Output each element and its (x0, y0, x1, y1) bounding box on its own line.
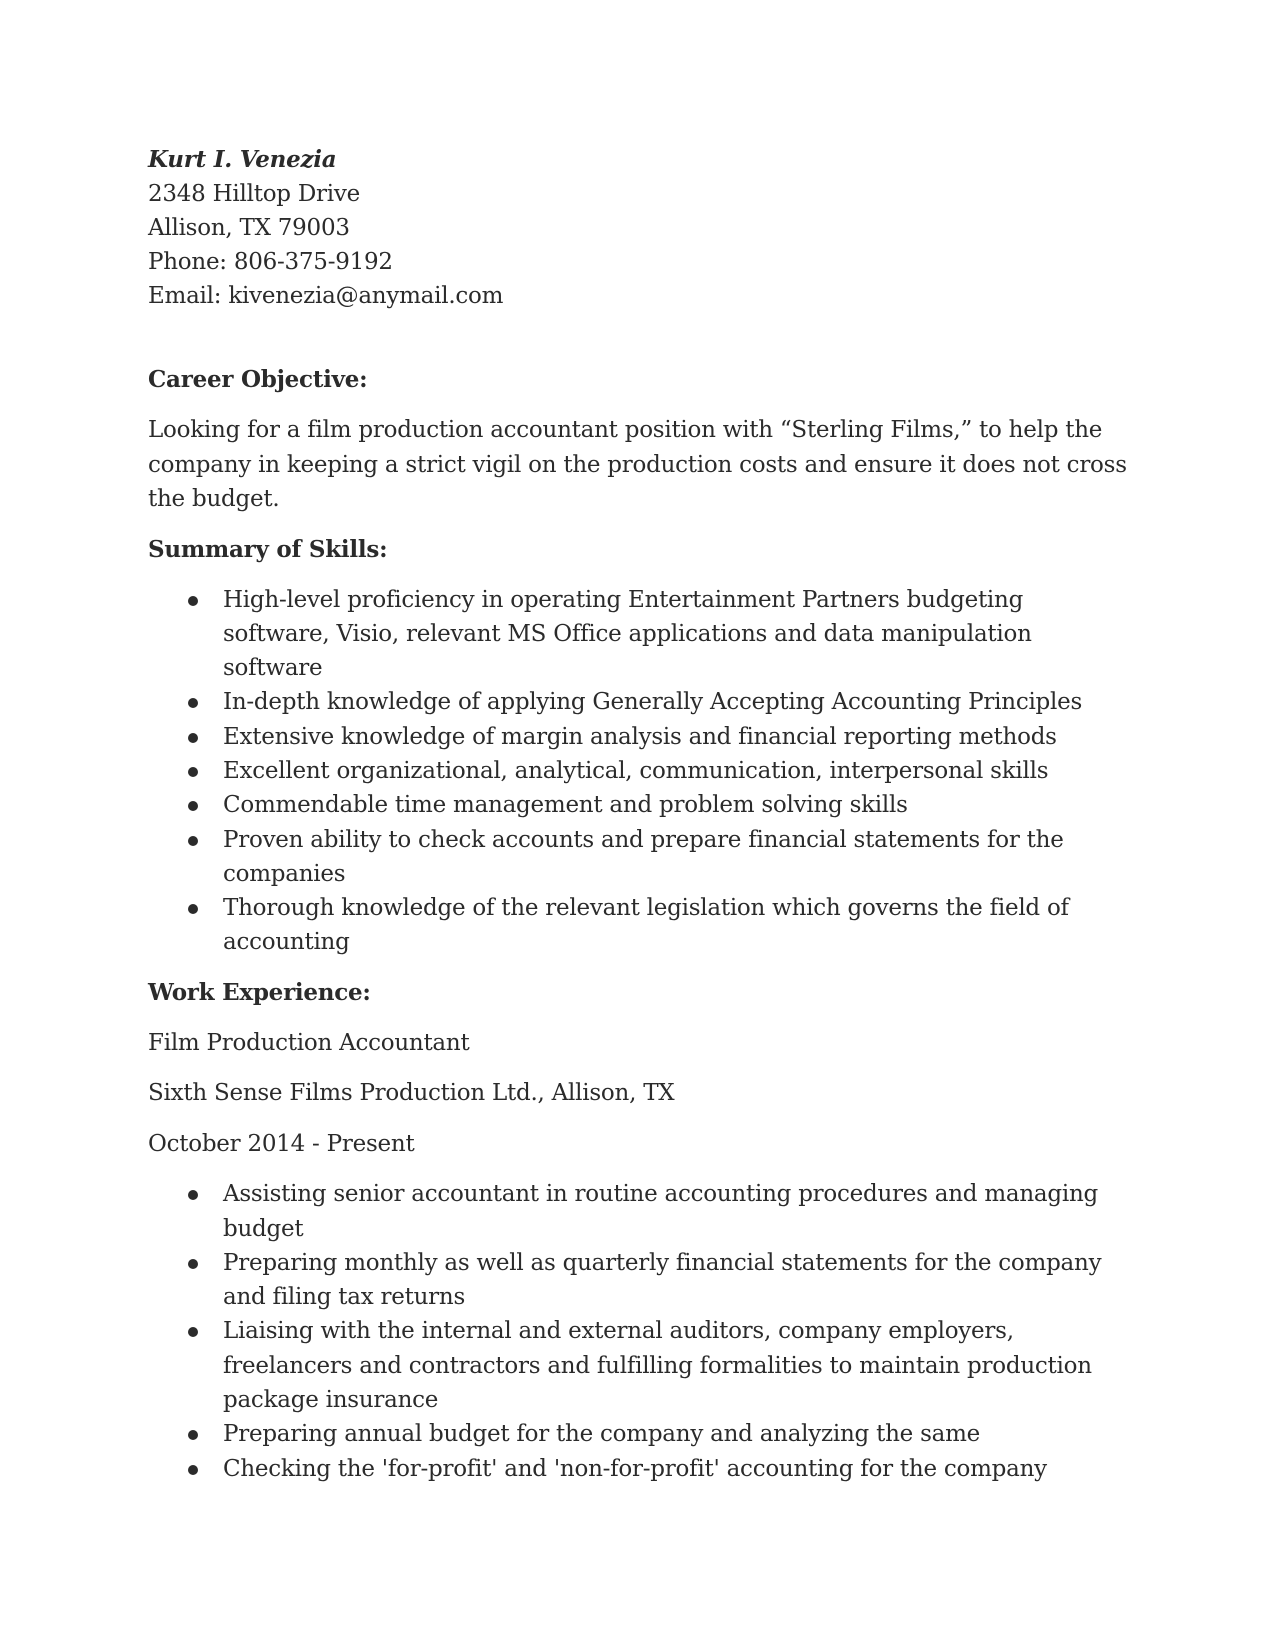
list-item-text: Excellent organizational, analytical, communication, interpersonal skills (223, 757, 1049, 784)
work-experience-heading: Work Experience: (148, 978, 371, 1006)
bullet-icon (188, 1327, 198, 1337)
career-objective-text: Looking for a film production accountant position with “Sterling Films,” to help the company in keeping a strict vigil on the production costs and ensure it does not cross the budget. (148, 417, 1127, 512)
applicant-name: Kurt I. Venezia (148, 146, 337, 173)
list-item-text: Assisting senior accountant in routine accounting procedures and managing budget (223, 1181, 1098, 1242)
list-item (148, 720, 1128, 754)
list-item-text: High-level proficiency in operating Entertainment Partners budgeting software, Visio, relevant MS Office applications and data manipulation software (223, 586, 1032, 682)
city-line: Allison, TX 79003 (148, 215, 350, 241)
list-item (148, 1314, 1128, 1417)
employment-dates: October 2014 - Present (148, 1130, 415, 1157)
bullet-icon (188, 836, 198, 846)
duties-list (148, 1177, 1128, 1486)
list-item-text: Commendable time management and problem solving skills (223, 792, 908, 819)
list-item-text: Liaising with the internal and external auditors, company employers, freelancers and contractors and fulfilling formalities to maintain production package insurance (223, 1318, 1092, 1414)
email-line: Email: kivenezia@anymail.com (148, 283, 504, 309)
company-name: Sixth Sense Films Production Ltd., Allison, TX (148, 1080, 675, 1107)
list-item (148, 583, 1128, 686)
bullet-icon (188, 767, 198, 777)
list-item (148, 788, 1128, 822)
list-item-text: In-depth knowledge of applying Generally Accepting Accounting Principles (223, 689, 1083, 716)
bullet-icon (188, 1465, 198, 1475)
list-item (148, 754, 1128, 788)
list-item (148, 891, 1128, 960)
contact-block (148, 143, 1128, 313)
list-item-text: Preparing monthly as well as quarterly financial statements for the company and filing tax returns (223, 1249, 1102, 1311)
list-item-text: Checking the 'for-profit' and 'non-for-profit' accounting for the company (223, 1455, 1047, 1482)
list-item-text: Proven ability to check accounts and prepare financial statements for the companies (223, 826, 1064, 887)
resume-page (148, 143, 1128, 1486)
list-item-text: Extensive knowledge of margin analysis and financial reporting methods (223, 723, 1057, 750)
bullet-icon (188, 1430, 198, 1440)
skills-heading: Summary of Skills: (148, 535, 388, 563)
list-item-text: Preparing annual budget for the company and analyzing the same (223, 1421, 981, 1448)
bullet-icon (188, 801, 198, 811)
work-experience-section (148, 976, 1128, 1486)
address-line: 2348 Hilltop Drive (148, 181, 360, 207)
bullet-icon (188, 596, 198, 606)
bullet-icon (188, 698, 198, 708)
list-item (148, 1177, 1128, 1246)
list-item (148, 823, 1128, 892)
bullet-icon (188, 904, 198, 914)
list-item (148, 1417, 1128, 1451)
bullet-icon (188, 733, 198, 743)
list-item (148, 1452, 1128, 1486)
career-objective-heading: Career Objective: (148, 366, 368, 393)
job-title: Film Production Accountant (148, 1029, 470, 1056)
phone-line: Phone: 806-375-9192 (148, 249, 393, 275)
bullet-icon (188, 1190, 198, 1200)
career-objective-section (148, 363, 1128, 517)
skills-section (148, 533, 1128, 960)
skills-list (148, 583, 1128, 960)
bullet-icon (188, 1259, 198, 1269)
list-item-text: Thorough knowledge of the relevant legislation which governs the field of accounting (223, 895, 1069, 956)
list-item (148, 1246, 1128, 1315)
list-item (148, 685, 1128, 719)
